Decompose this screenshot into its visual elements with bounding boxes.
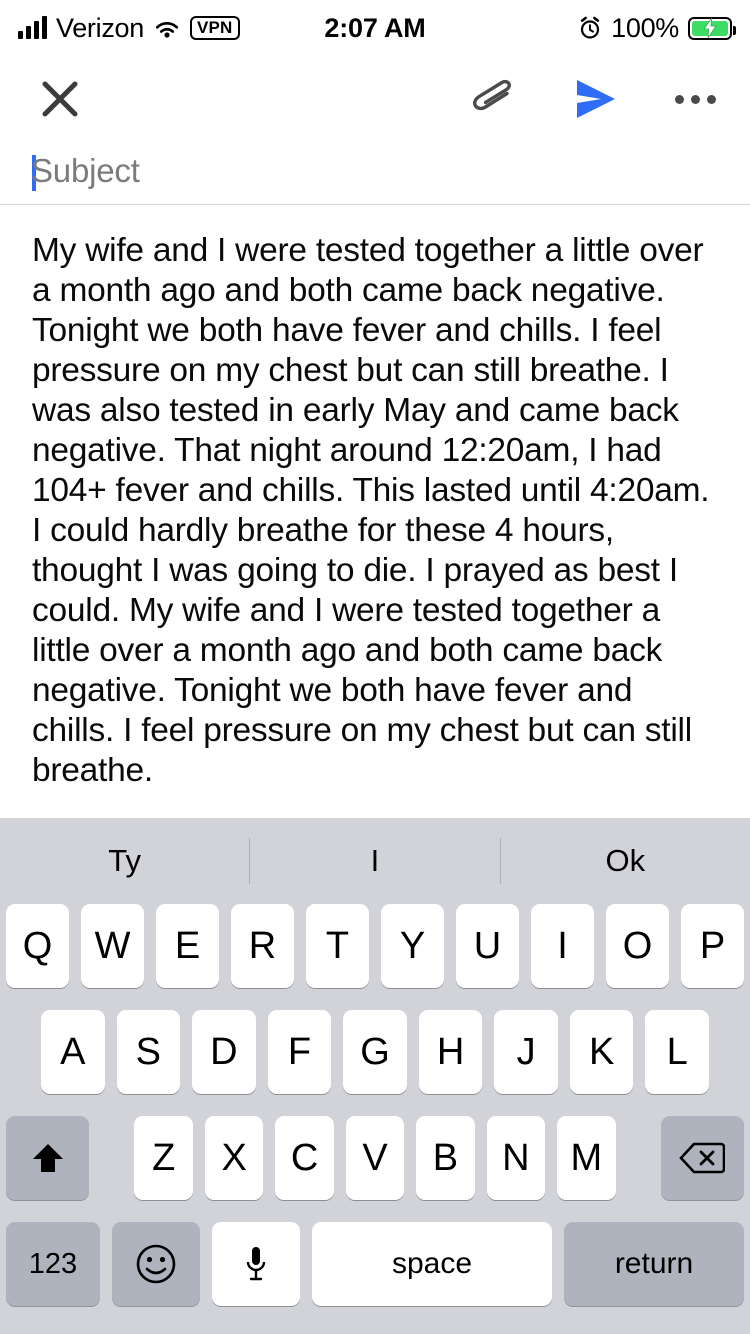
key-g[interactable]: G [343,1010,407,1094]
return-key[interactable]: return [564,1222,744,1306]
key-d[interactable]: D [192,1010,256,1094]
status-bar-left [18,13,240,44]
wifi-icon [153,17,181,39]
key-r[interactable]: R [231,904,294,988]
more-options-icon [675,95,716,104]
key-x[interactable]: X [205,1116,263,1200]
predictive-text-bar [0,818,750,904]
status-bar [0,0,750,56]
key-n[interactable]: N [487,1116,545,1200]
key-l[interactable]: L [645,1010,709,1094]
battery-percent-label: 100% [611,12,679,43]
close-icon [38,77,82,121]
key-c[interactable]: C [275,1116,333,1200]
battery-charging-icon [688,17,732,40]
prediction-0[interactable]: Ty [108,843,142,878]
status-bar-clock: 2:07 AM [324,12,426,43]
carrier-label: Verizon [56,12,144,43]
key-f[interactable]: F [268,1010,332,1094]
prediction-1[interactable]: I [370,843,380,878]
backspace-icon [679,1141,725,1175]
backspace-key[interactable] [661,1116,744,1200]
key-i[interactable]: I [531,904,594,988]
compose-toolbar [0,56,750,142]
key-e[interactable]: E [156,904,219,988]
attachment-paperclip-icon [469,75,517,123]
space-key[interactable]: space [312,1222,552,1306]
subject-row[interactable] [0,142,750,204]
alarm-clock-icon [578,16,602,40]
prediction-2[interactable]: Ok [605,843,646,878]
close-button[interactable] [38,77,82,121]
key-y[interactable]: Y [381,904,444,988]
key-o[interactable]: O [606,904,669,988]
key-m[interactable]: M [557,1116,615,1200]
shift-icon [30,1141,66,1175]
microphone-icon [244,1244,268,1284]
send-icon [571,74,621,124]
message-body-area[interactable] [0,205,750,811]
key-w[interactable]: W [81,904,144,988]
shift-key[interactable] [6,1116,89,1200]
key-a[interactable]: A [41,1010,105,1094]
dictation-key[interactable] [212,1222,300,1306]
message-body-text[interactable]: My wife and I were tested together a little over a month ago and both came back negative. Tonight we both have fever and chills. I feel pressure on my chest but can still breathe. I was also tested in early May and came back negative. That night around 12:20am, I had 104+ fever and chills. This lasted until 4:20am. I could hardly breathe for these 4 hours, thought I was going to die. I prayed as best I could. My wife and I were tested together a little over a month ago and both came back negative. Tonight we both have fever and chills. I feel pressure on my chest but can still breathe. [32,232,719,789]
key-b[interactable]: B [416,1116,474,1200]
key-t[interactable]: T [306,904,369,988]
emoji-icon [135,1243,177,1285]
key-s[interactable]: S [117,1010,181,1094]
key-k[interactable]: K [570,1010,634,1094]
key-z[interactable]: Z [134,1116,192,1200]
key-j[interactable]: J [494,1010,558,1094]
emoji-key[interactable] [112,1222,200,1306]
keyboard-row-4 [0,1222,750,1306]
numbers-key[interactable]: 123 [6,1222,100,1306]
key-v[interactable]: V [346,1116,404,1200]
send-button[interactable] [571,74,675,124]
keyboard-row-2 [0,1010,750,1094]
subject-input[interactable]: Subject [31,152,140,189]
keyboard-row-3 [0,1116,750,1200]
keyboard-row-1 [0,904,750,988]
key-h[interactable]: H [419,1010,483,1094]
key-p[interactable]: P [681,904,744,988]
status-bar-right [578,13,732,44]
key-q[interactable]: Q [6,904,69,988]
vpn-badge: VPN [190,16,240,40]
on-screen-keyboard [0,818,750,1334]
key-u[interactable]: U [456,904,519,988]
cellular-signal-icon [18,17,47,39]
attach-button[interactable] [469,75,571,123]
more-options-button[interactable] [675,95,716,104]
